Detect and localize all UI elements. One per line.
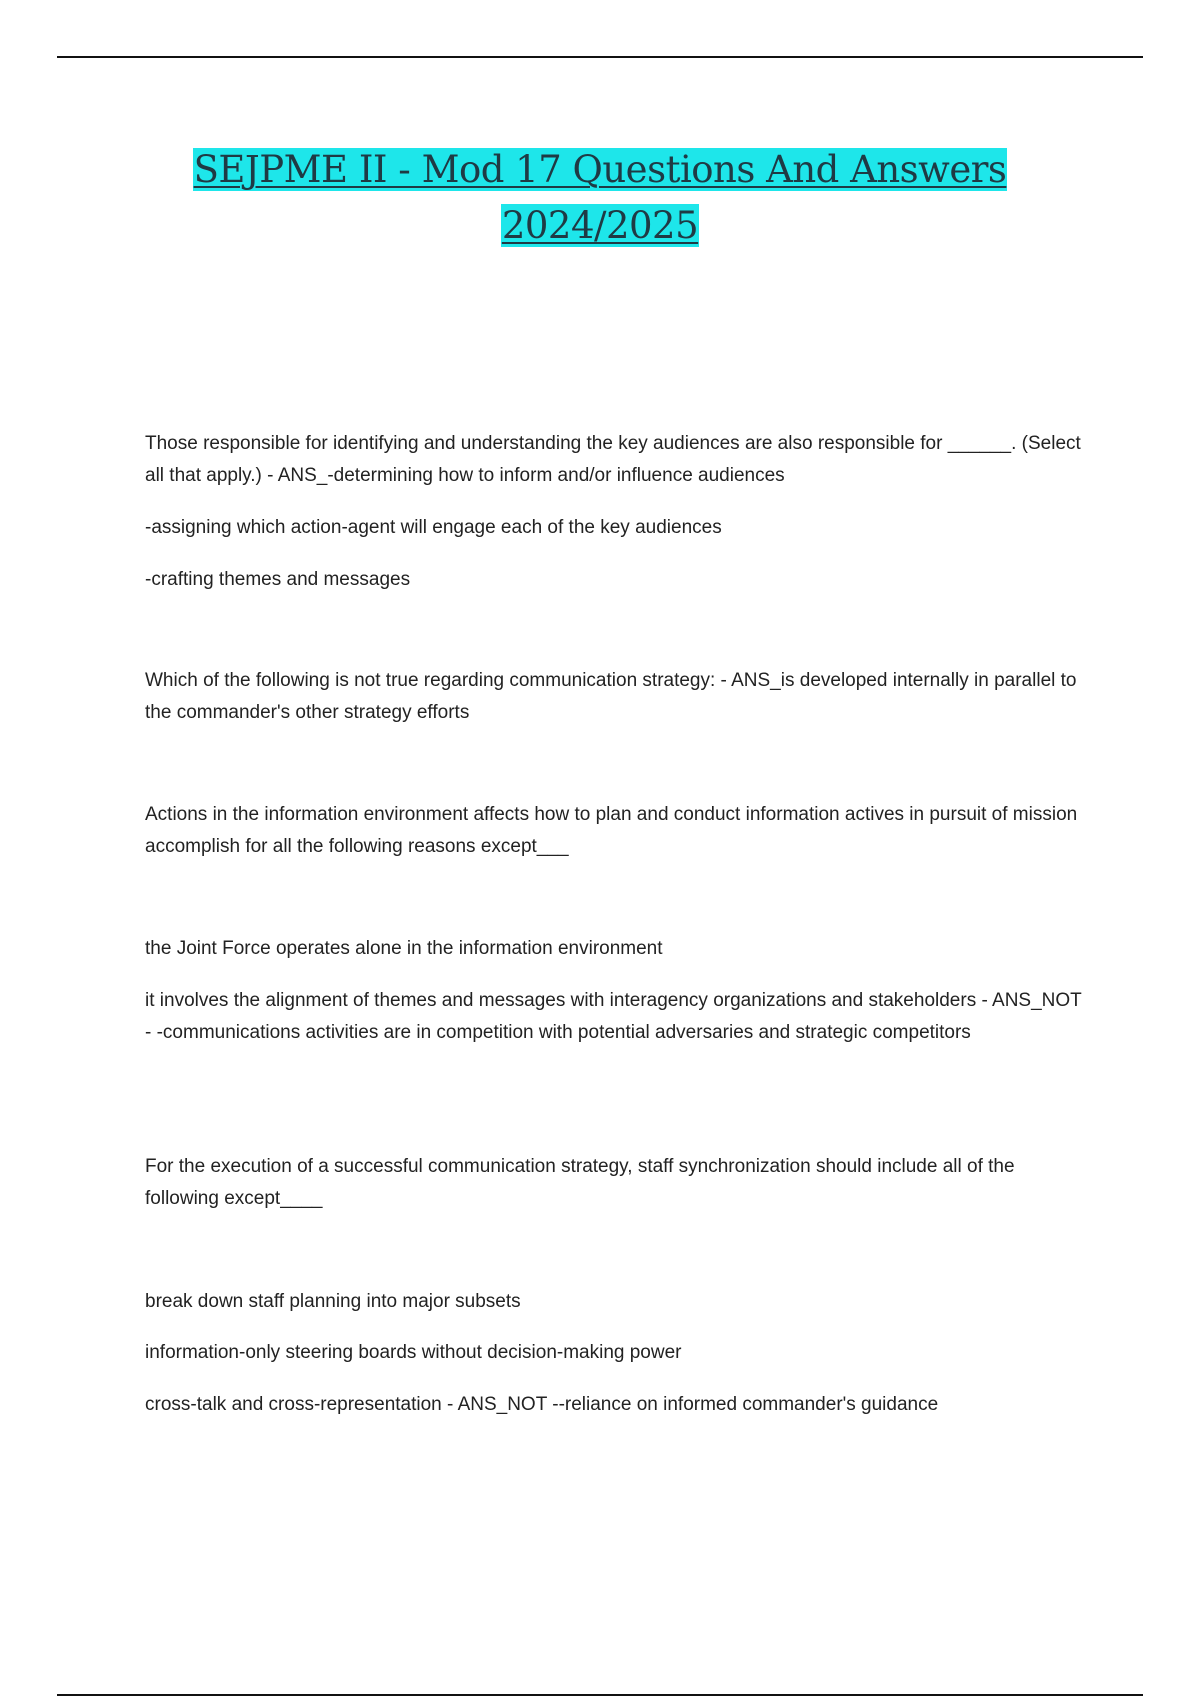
paragraph-q4-option-3: cross-talk and cross-representation - ANS_NOT --reliance on informed commander's guidance bbox=[145, 1394, 939, 1415]
paragraph-q1-answer-3: -crafting themes and messages bbox=[145, 569, 411, 590]
paragraph-q4: For the execution of a successful communication strategy, staff synchronization should include all of the following except____ bbox=[145, 1156, 1015, 1209]
document-title bbox=[0, 142, 1200, 254]
title-line-2: 2024/2025 bbox=[501, 204, 699, 247]
top-rule bbox=[57, 56, 1143, 58]
paragraph-q1: Those responsible for identifying and understanding the key audiences are also responsible for ______. (Select all that apply.) - ANS_-determining how to inform and/or influence audiences bbox=[145, 433, 1081, 486]
bottom-rule bbox=[57, 1694, 1143, 1696]
paragraph-q3: Actions in the information environment affects how to plan and conduct information actives in pursuit of mission accomplish for all the following reasons except___ bbox=[145, 804, 1078, 857]
paragraph-q4-option-2: information-only steering boards without decision-making power bbox=[145, 1342, 682, 1363]
paragraph-q3-option-1: the Joint Force operates alone in the information environment bbox=[145, 938, 663, 959]
paragraph-q4-option-1: break down staff planning into major subsets bbox=[145, 1291, 521, 1312]
paragraph-q2: Which of the following is not true regarding communication strategy: - ANS_is developed internally in parallel to the commander's other strategy efforts bbox=[145, 670, 1077, 723]
title-line-1: SEJPME II - Mod 17 Questions And Answers bbox=[193, 148, 1007, 191]
paragraph-q1-answer-2: -assigning which action-agent will engage each of the key audiences bbox=[145, 517, 722, 538]
paragraph-q3-option-2: it involves the alignment of themes and messages with interagency organizations and stakeholders - ANS_NOT - -communications activities are in competition with potential adversaries and strategic competitors bbox=[145, 990, 1082, 1043]
